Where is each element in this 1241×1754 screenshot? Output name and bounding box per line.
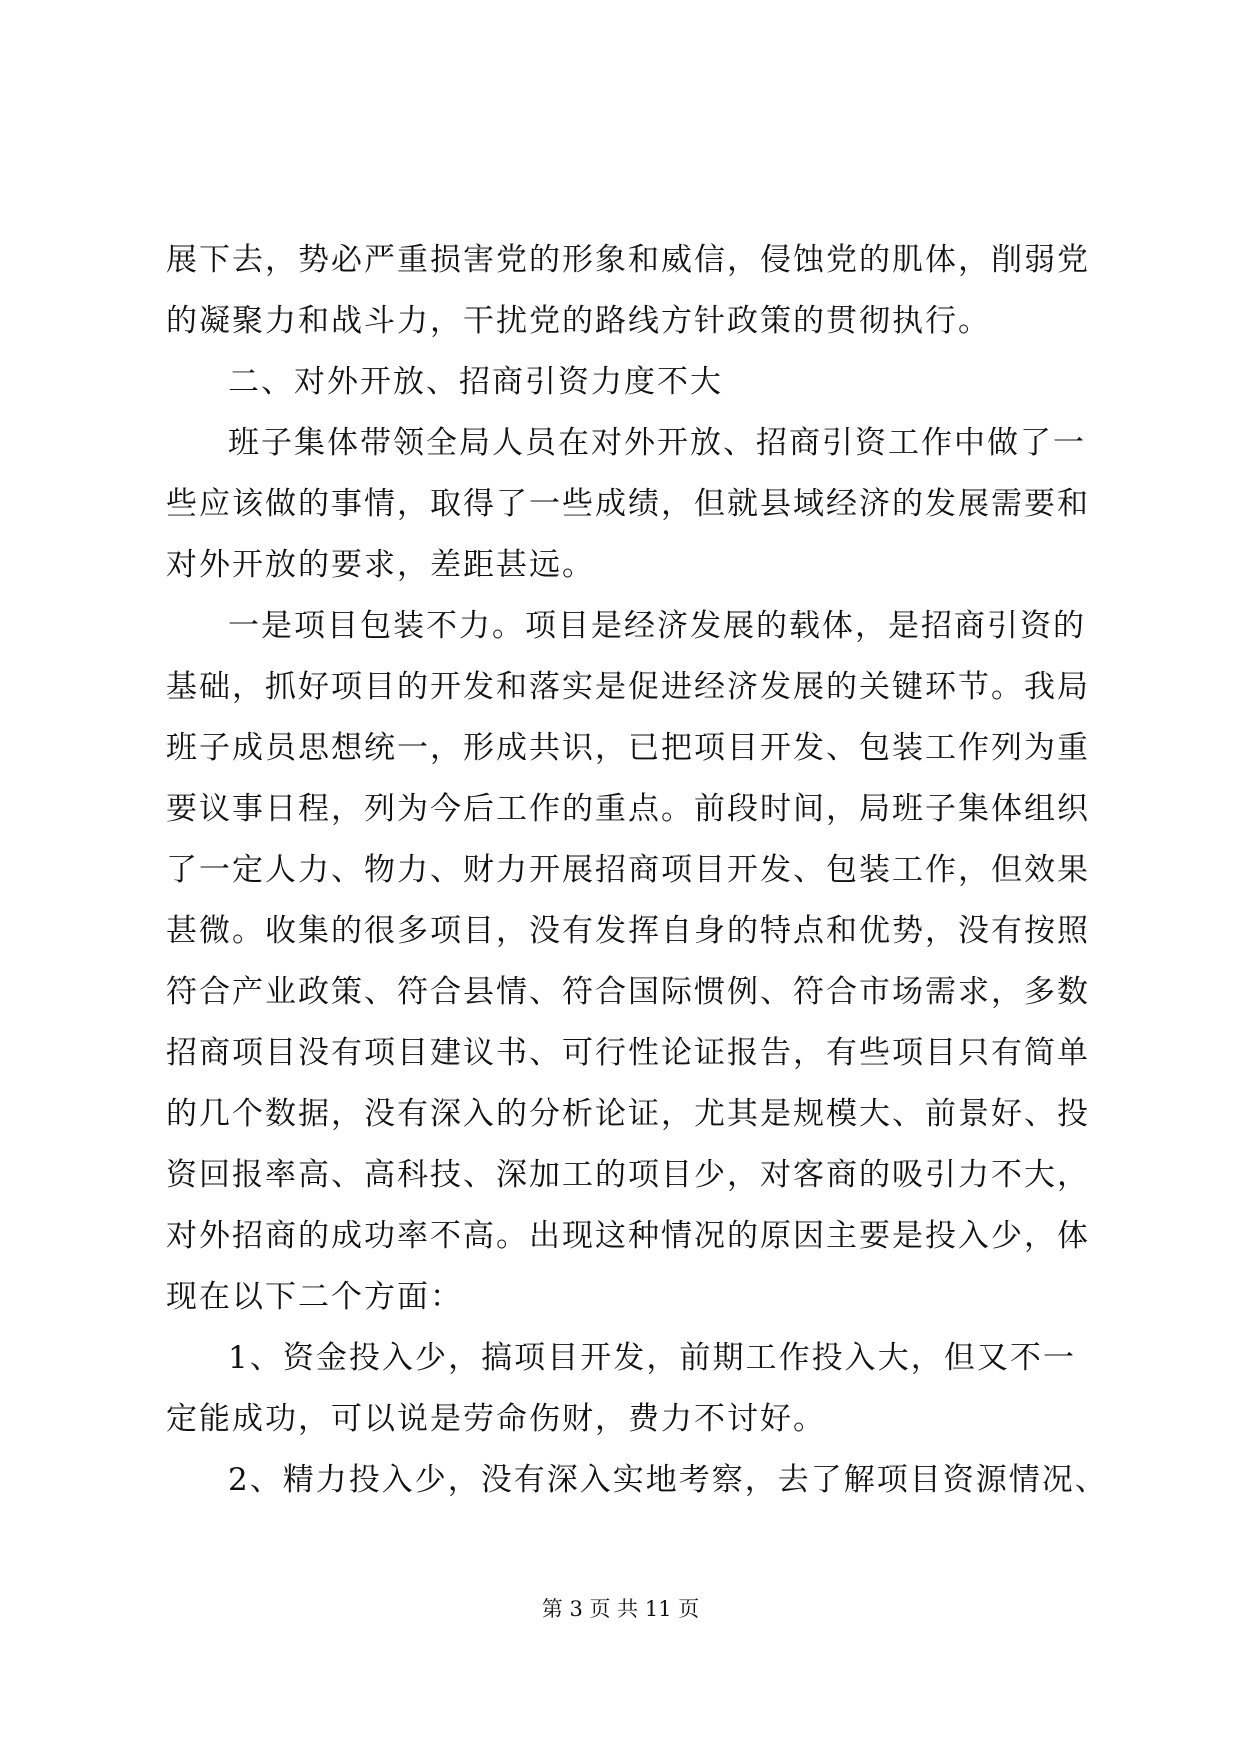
text-line: 定能成功，可以说是劳命伤财，费力不讨好。 <box>166 1401 826 1437</box>
text-line: 的凝聚力和战斗力，干扰党的路线方针政策的贯彻执行。 <box>166 303 991 339</box>
text-line: 些应该做的事情，取得了一些成绩，但就县域经济的发展需要和 <box>166 486 1090 522</box>
text-line: 甚微。收集的很多项目，没有发挥自身的特点和优势，没有按照 <box>166 913 1090 949</box>
page-footer: 第 3 页 共 11 页 <box>541 1597 700 1621</box>
text-line: 展下去，势必严重损害党的形象和威信，侵蚀党的肌体，削弱党 <box>166 242 1090 278</box>
text-line: 班子成员思想统一，形成共识，已把项目开发、包装工作列为重 <box>166 730 1090 766</box>
text-line: 1、资金投入少，搞项目开发，前期工作投入大，但又不一 <box>228 1340 1076 1376</box>
text-line: 现在以下二个方面： <box>166 1279 463 1315</box>
document-body <box>166 230 1108 1511</box>
text-line: 要议事日程，列为今后工作的重点。前段时间，局班子集体组织 <box>166 791 1090 827</box>
text-line: 对外招商的成功率不高。出现这种情况的原因主要是投入少，体 <box>166 1218 1090 1254</box>
text-line: 对外开放的要求，差距甚远。 <box>166 547 595 583</box>
text-line: 二、对外开放、招商引资力度不大 <box>228 364 723 400</box>
text-line: 符合产业政策、符合县情、符合国际惯例、符合市场需求，多数 <box>166 974 1090 1010</box>
text-line: 班子集体带领全局人员在对外开放、招商引资工作中做了一 <box>228 425 1086 461</box>
text-line: 招商项目没有项目建议书、可行性论证报告，有些项目只有简单 <box>166 1035 1090 1071</box>
text-line: 资回报率高、高科技、深加工的项目少，对客商的吸引力不大， <box>166 1157 1090 1193</box>
text-line: 的几个数据，没有深入的分析论证，尤其是规模大、前景好、投 <box>166 1096 1090 1132</box>
text-line: 了一定人力、物力、财力开展招商项目开发、包装工作，但效果 <box>166 852 1090 888</box>
text-line: 一是项目包装不力。项目是经济发展的载体，是招商引资的 <box>228 608 1086 644</box>
text-line: 基础，抓好项目的开发和落实是促进经济发展的关键环节。我局 <box>166 669 1090 705</box>
text-line: 2、精力投入少，没有深入实地考察，去了解项目资源情况、 <box>228 1462 1108 1498</box>
